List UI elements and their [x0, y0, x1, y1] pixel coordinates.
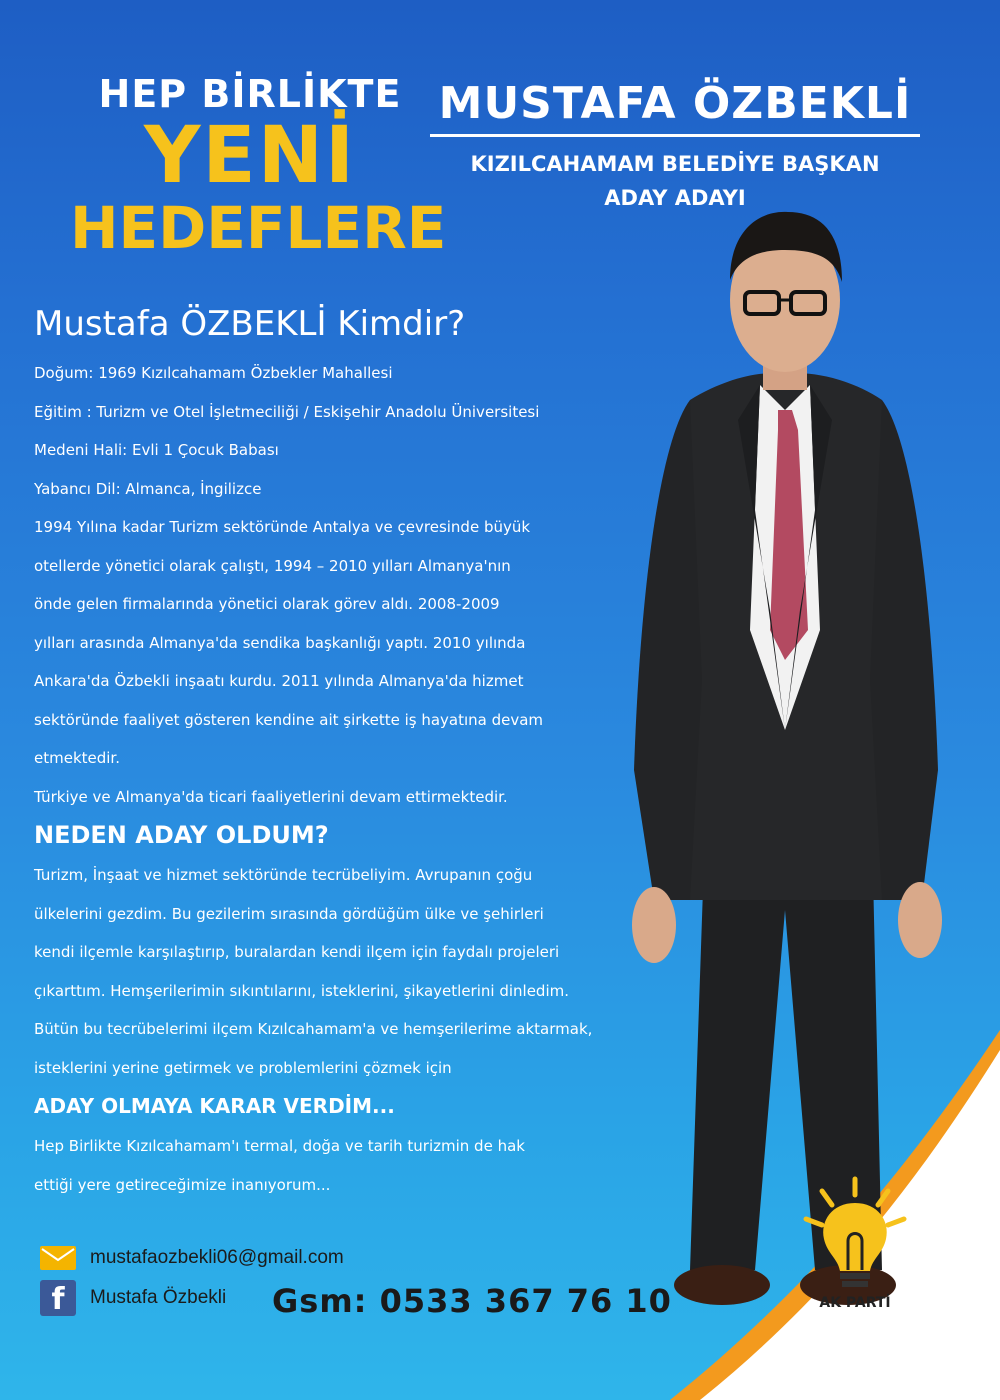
decision-heading: ADAY OLMAYA KARAR VERDİM...: [34, 1094, 395, 1118]
bio-line: Doğum: 1969 Kızılcahamam Özbekler Mahallesi: [34, 364, 393, 382]
bio-heading: Mustafa ÖZBEKLİ Kimdir?: [34, 304, 466, 344]
why-line: Turizm, İnşaat ve hizmet sektöründe tecrübeliyim. Avrupanın çoğu: [34, 866, 533, 884]
email-row: [40, 1238, 344, 1278]
bio-line: önde gelen firmalarında yönetici olarak görev aldı. 2008-2009: [34, 595, 500, 613]
bio-line: otellerde yönetici olarak çalıştı, 1994 – 2010 yılları Almanya'nın: [34, 556, 511, 575]
bio-line: etmektedir.: [34, 749, 120, 767]
why-line: isteklerini yerine getirmek ve problemlerini çözmek için: [34, 1058, 452, 1077]
slogan-line-1: HEP BİRLİKTE: [98, 72, 402, 116]
bio-line: 1994 Yılına kadar Turizm sektöründe Antalya ve çevresinde büyük: [34, 518, 531, 536]
name-underline: [430, 134, 920, 137]
bio-line: sektöründe faaliyet gösteren kendine ait şirkette iş hayatına devam: [34, 710, 544, 729]
facebook-icon: f: [40, 1280, 76, 1316]
candidate-status: ADAY ADAYI: [604, 186, 746, 210]
body-text: [34, 300, 634, 1204]
bio-line: Medeni Hali: Evli 1 Çocuk Babası: [34, 441, 279, 459]
slogan: [70, 72, 447, 262]
why-heading: NEDEN ADAY OLDUM?: [34, 821, 329, 849]
slogan-line-3: HEDEFLERE: [70, 194, 447, 262]
phone-number[interactable]: Gsm: 0533 367 76 10: [272, 1282, 672, 1320]
bio-line: Türkiye ve Almanya'da ticari faaliyetlerini devam ettirmektedir.: [34, 787, 508, 806]
party-name: AK PARTİ: [819, 1295, 891, 1311]
candidate-title: KIZILCAHAMAM BELEDİYE BAŞKAN: [470, 152, 880, 176]
bio-line: yılları arasında Almanya'da sendika başkanlığı yaptı. 2010 yılında: [34, 633, 526, 652]
slogan-line-2: YENİ: [143, 111, 357, 201]
candidate-header: [430, 78, 920, 215]
bio-line: Ankara'da Özbekli inşaatı kurdu. 2011 yılında Almanya'da hizmet: [34, 672, 524, 690]
lightbulb-icon: [800, 1175, 910, 1295]
closing-line: Hep Birlikte Kızılcahamam'ı termal, doğa ve tarih turizmin de hak: [34, 1137, 525, 1155]
email-address[interactable]: mustafaozbekli06@gmail.com: [90, 1247, 344, 1268]
why-line: kendi ilçemle karşılaştırıp, buralardan kendi ilçem için faydalı projeleri: [34, 943, 560, 961]
why-line: ülkelerini gezdim. Bu gezilerim sırasında gördüğüm ülke ve şehirleri: [34, 904, 544, 923]
closing-line: ettiği yere getireceğimize inanıyorum...: [34, 1175, 331, 1194]
ak-parti-logo: [800, 1175, 910, 1320]
candidate-name: MUSTAFA ÖZBEKLİ: [438, 78, 912, 129]
facebook-name[interactable]: Mustafa Özbekli: [90, 1287, 227, 1308]
bio-line: Yabancı Dil: Almanca, İngilizce: [34, 479, 262, 498]
why-line: Bütün bu tecrübelerimi ilçem Kızılcahamam'a ve hemşerilerime aktarmak,: [34, 1020, 593, 1038]
why-line: çıkarttım. Hemşerilerimin sıkıntılarını, isteklerini, şikayetlerini dinledim.: [34, 981, 569, 1000]
envelope-icon: [40, 1246, 76, 1270]
bio-line: Eğitim : Turizm ve Otel İşletmeciliği / Eskişehir Anadolu Üniversitesi: [34, 402, 540, 421]
